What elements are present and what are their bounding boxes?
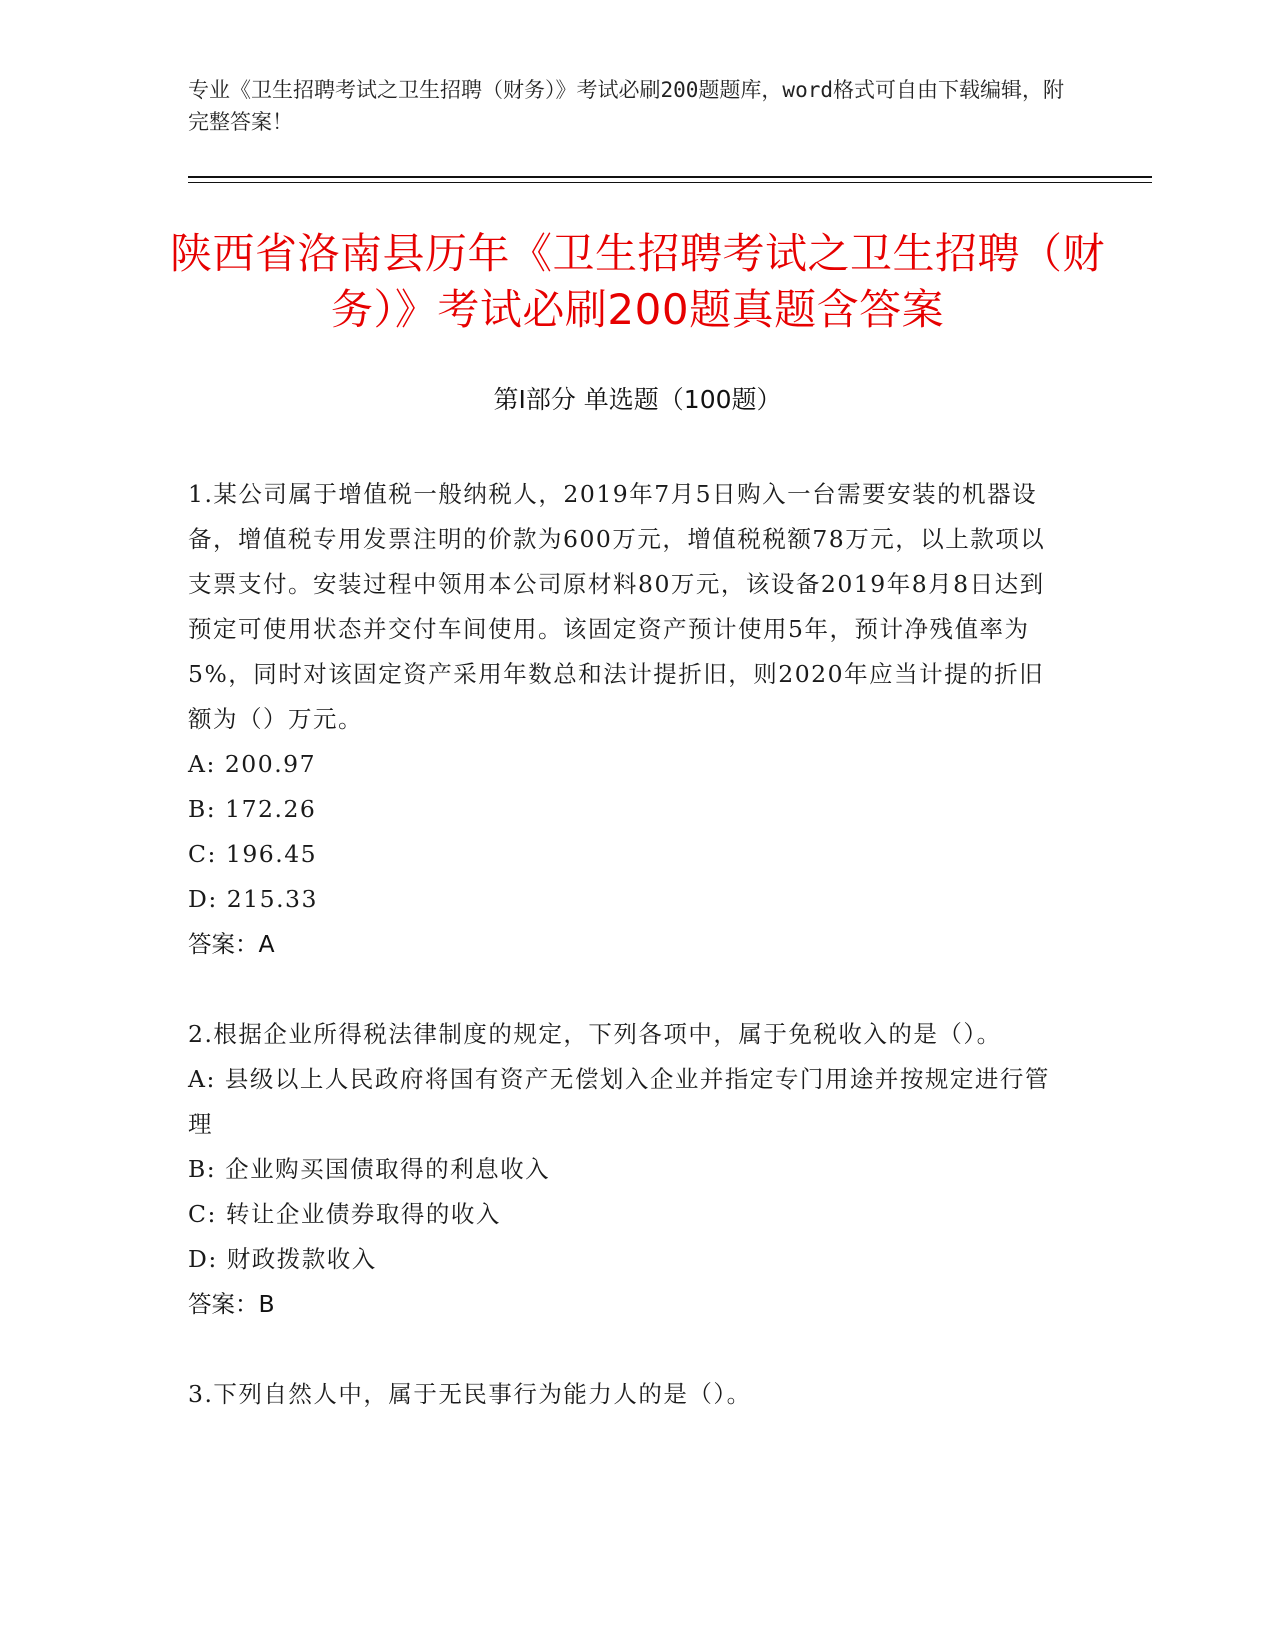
option-a: A: 县级以上人民政府将国有资产无偿划入企业并指定专门用途并按规定进行管理 [188,1065,1050,1138]
answer: 答案：B [188,1290,275,1318]
option-d: D: 财政拨款收入 [188,1245,377,1273]
question-1 [188,472,1068,967]
header-note: 专业《卫生招聘考试之卫生招聘（财务）》考试必刷200题题库，word格式可自由下载编辑，附完整答案！ [188,78,1064,134]
question-2 [188,1012,1068,1327]
option-b: B: 企业购买国债取得的利息收入 [188,1155,551,1183]
option-a: A: 200.97 [188,750,317,778]
option-b: B: 172.26 [188,795,317,823]
question-3 [188,1372,1068,1417]
section-title: 第Ⅰ部分 单选题（100题） [493,385,782,414]
option-c: C: 转让企业债券取得的收入 [188,1200,501,1228]
header-divider-thin [188,182,1152,183]
option-d: D: 215.33 [188,885,318,913]
option-c: C: 196.45 [188,840,318,868]
question-stem: 3.下列自然人中，属于无民事行为能力人的是（）。 [188,1380,752,1408]
header-divider-thick [188,176,1152,178]
question-stem: 1.某公司属于增值税一般纳税人，2019年7月5日购入一台需要安装的机器设备，增值税专用发票注明的价款为600万元，增值税税额78万元，以上款项以支票支付。安装过程中领用本公司原材料80万元，该设备2019年8月8日达到预定可使用状态并交付车间使用。该固定资产预计使用5年，预计净残值率为5%，同时对该固定资产采用年数总和法计提折旧，则2020年应当计提的折旧额为（）万元。 [188,480,1046,733]
document-title: 陕西省洛南县历年《卫生招聘考试之卫生招聘（财务）》考试必刷200题真题含答案 [169,229,1105,334]
question-stem: 2.根据企业所得税法律制度的规定，下列各项中，属于免税收入的是（）。 [188,1020,1002,1048]
answer: 答案：A [188,930,275,958]
question-list [188,472,1068,1462]
